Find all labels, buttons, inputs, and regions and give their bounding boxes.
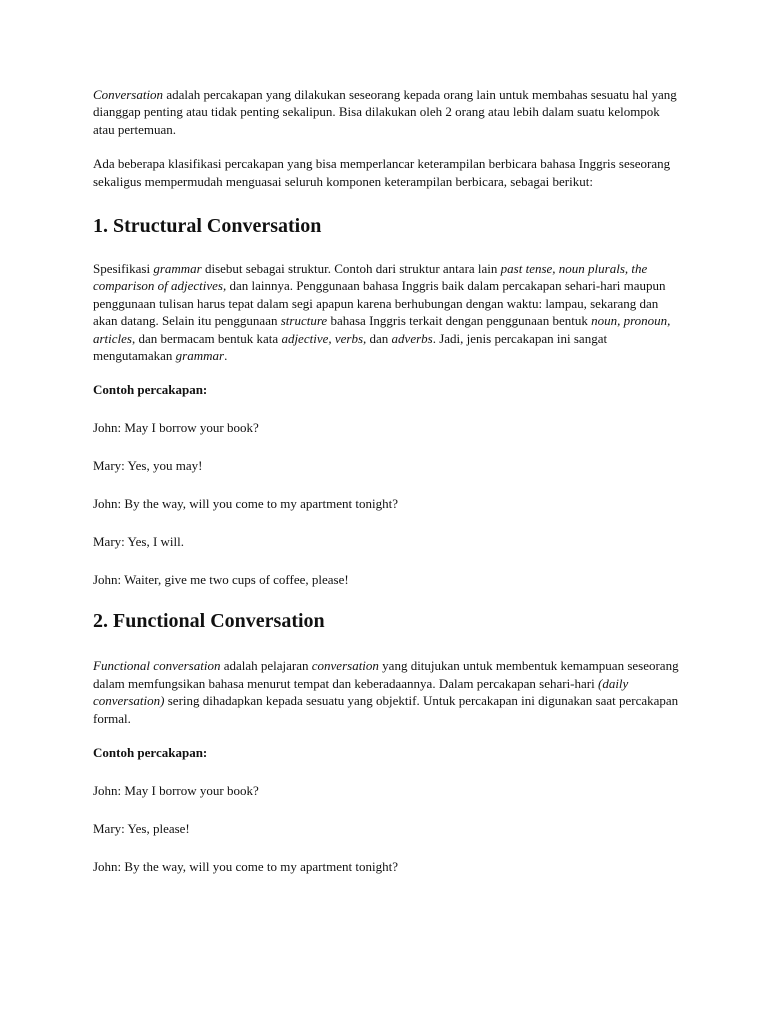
example-label-structural: Contoh percakapan:: [93, 382, 208, 398]
example-label-functional: Contoh percakapan:: [93, 745, 208, 761]
intro-paragraph-2: Ada beberapa klasifikasi percakapan yang bisa memperlancar keterampilan berbicara bahasa Inggris seseorang sekaligus mempermudah menguasai seluruh komponen keterampilan berbicara, sebagai berikut:: [93, 156, 671, 189]
functional-paragraph: Functional conversation adalah pelajaran conversation yang ditujukan untuk membentuk kemampuan seseorang dalam memfungsikan bahasa menurut tempat dan keberadaannya. Dalam percakapan sehari-hari (daily conversation) sering dihadapkan kepada sesuatu yang objektif. Untuk percakapan ini digunakan saat percakapan formal.: [93, 658, 679, 726]
structural-paragraph: Spesifikasi grammar disebut sebagai struktur. Contoh dari struktur antara lain past tense, noun plurals, the comparison of adjectives, dan lainnya. Penggunaan bahasa Inggris baik dalam percakapan sehari-hari maupun penggunaan tulisan harus tepat dalam segi apapun karena berhubungan dengan waktu: lampau, sekarang dan akan datang. Selain itu penggunaan structure bahasa Inggris terkait dengan penggunaan bentuk noun, pronoun, articles, dan bermacam bentuk kata adjective, verbs, dan adverbs. Jadi, jenis percakapan ini sangat mengutamakan grammar.: [93, 261, 671, 364]
intro-paragraph-1: Conversation adalah percakapan yang dilakukan seseorang kepada orang lain untuk membahas sesuatu hal yang dianggap penting atau tidak penting sekalipun. Bisa dilakukan oleh 2 orang atau lebih dalam suatu kelompok atau pertemuan.: [93, 87, 677, 137]
dialogue-line: John: By the way, will you come to my apartment tonight?: [93, 859, 398, 875]
document-page: [93, 86, 683, 875]
section-heading-structural: 1. Structural Conversation: [93, 215, 322, 238]
term-conversation: Conversation: [93, 87, 164, 102]
dialogue-line: John: May I borrow your book?: [93, 783, 259, 799]
dialogue-line: John: By the way, will you come to my apartment tonight?: [93, 496, 398, 512]
dialogue-line: Mary: Yes, please!: [93, 821, 190, 837]
section-heading-functional: 2. Functional Conversation: [93, 610, 325, 633]
dialogue-line: Mary: Yes, you may!: [93, 458, 203, 474]
dialogue-line: John: Waiter, give me two cups of coffee, please!: [93, 572, 349, 588]
dialogue-line: John: May I borrow your book?: [93, 420, 259, 436]
dialogue-line: Mary: Yes, I will.: [93, 534, 185, 550]
